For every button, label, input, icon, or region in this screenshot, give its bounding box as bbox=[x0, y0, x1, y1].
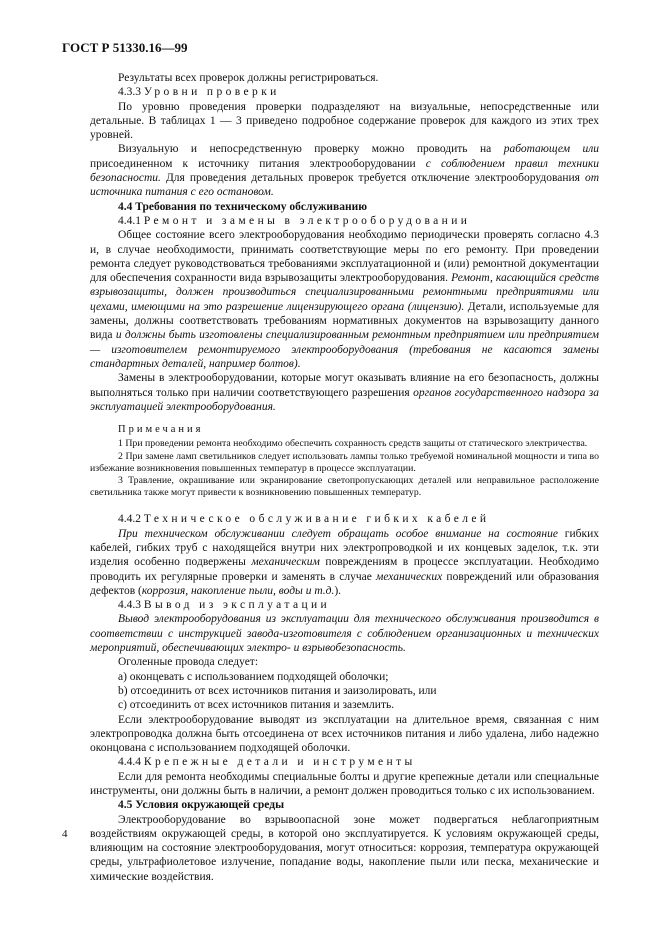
text-run: Общее состояние всего электрооборудования необходимо периодически проверять согласно 4.3 и, в случае необходимости, принимать соответствующие меры по его ремонту. При проведении ремонта следует руководствоваться требованиями эксплуатационной и (или) ремонтной документации для обеспечения сохранности вида взрывозащиты электрооборудования. bbox=[90, 229, 599, 285]
note-item: 1 При проведении ремонта необходимо обеспечить сохранность средств защиты от статического электричества. bbox=[118, 438, 588, 450]
paragraph bbox=[90, 142, 599, 199]
section-number: 4.3.3 bbox=[118, 86, 141, 99]
text-run: Детали, используемые для замены, должны соответствовать требованиям нормативных документов на взрывозащиту данного вида bbox=[90, 300, 599, 342]
text-run-italic: механических bbox=[376, 570, 443, 583]
paragraph bbox=[90, 371, 599, 414]
text-run-italic: органов государственного надзора за эксплуатацией электрооборудования. bbox=[90, 386, 599, 413]
text-run: ). bbox=[334, 584, 342, 597]
section-heading-4-4-1 bbox=[90, 214, 599, 228]
paragraph bbox=[90, 228, 599, 371]
note-item: 2 При замене ламп светильников следует использовать лампы только требуемой номинальной мощности и типа во избежание возникновения повышенных температур в процессе эксплуатации. bbox=[90, 450, 599, 474]
list-item: а) оконцевать с использованием подходящей оболочки; bbox=[118, 670, 389, 683]
section-heading-4-5: 4.5 Условия окружающей среды bbox=[118, 799, 285, 812]
text-run-italic: коррозия, накопление пыли, воды и т.д. bbox=[141, 584, 335, 597]
section-title: Техническое обслуживание гибких кабелей bbox=[143, 513, 490, 526]
note-item: 3 Травление, окрашивание или экранирование светопропускающих деталей или неправильное расположение светильника также могут привести к возникновению повышенных температур. bbox=[90, 474, 599, 499]
section-title: Вывод из эксплуатации bbox=[143, 599, 331, 612]
section-heading-4-4-4 bbox=[90, 755, 599, 769]
paragraph: По уровню проведения проверки подразделяют на визуальные, непосредственные или детальные. В таблицах 1 — 3 приведено подробное содержание проверок для каждого из этих трех уровней. bbox=[90, 100, 599, 142]
paragraph: Если для ремонта необходимы специальные болты и другие крепежные детали или специальные инструменты, они должны быть в наличии, а ремонт должен проводиться только с их использованием. bbox=[90, 770, 599, 797]
document-header: ГОСТ Р 51330.16—99 bbox=[62, 40, 188, 55]
text-run-italic: и должны быть изготовлены специализированным ремонтным предприятием или предприятием — изготовителем ремонтируемого электрооборудования (требования не касаются замены стандартных деталей, например болтов). bbox=[90, 329, 599, 370]
notes-block bbox=[90, 424, 599, 499]
section-title: Уровни проверки bbox=[143, 86, 280, 99]
section-number: 4.4.4 bbox=[118, 756, 141, 769]
section-heading-4-4: 4.4 Требования по техническому обслуживанию bbox=[118, 200, 368, 213]
paragraph bbox=[90, 612, 599, 655]
text-run: Визуальную и непосредственную проверку можно проводить на bbox=[118, 143, 504, 156]
section-number: 4.4.2 bbox=[118, 513, 141, 526]
text-run-italic: с соблюдением правил техники безопасности. bbox=[90, 157, 599, 185]
paragraph: Результаты всех проверок должны регистрироваться. bbox=[118, 72, 379, 84]
section-title: Ремонт и замены в электрооборудовании bbox=[143, 214, 471, 227]
text-run: Замены в электрооборудовании, которые могут оказывать влияние на его безопасность, должны выполняться только при наличии соответствующего разрешения bbox=[90, 372, 599, 399]
section-heading-4-4-3 bbox=[90, 598, 599, 612]
section-number: 4.4.3 bbox=[118, 599, 141, 612]
text-run-italic: Ремонт, касающийся средств взрывозащиты, должен производиться специализированными ремонтными предприятиями или цехами, имеющими на это разрешение лицензирующего органа (лицензию). bbox=[90, 272, 600, 313]
paragraph: Оголенные провода следует: bbox=[118, 656, 259, 669]
notes-title: Примечания bbox=[118, 424, 204, 436]
paragraph: Если электрооборудование выводят из эксплуатации на длительное время, связанная с ним электропроводка должна быть отсоединена от всех источников питания и либо удалена, либо надежно оконцована с использованием подходящей оболочки. bbox=[90, 713, 599, 755]
section-title: Крепежные детали и инструменты bbox=[143, 756, 416, 769]
page-number: 4 bbox=[62, 828, 68, 840]
section-heading-4-4-2 bbox=[90, 512, 599, 526]
text-run: повреждениям в процессе эксплуатации. Необходимо проводить их регулярные проверки и заменять в случае bbox=[90, 556, 599, 583]
list-item: с) отсоединить от всех источников питания и заземлить. bbox=[118, 699, 395, 712]
text-run-italic: работающем или bbox=[503, 143, 600, 156]
text-run: повреждений или образования дефектов ( bbox=[90, 570, 599, 597]
paragraph: Электрооборудование во взрывоопасной зоне может подвергаться неблагоприятным воздействиям окружающей среды, в которой оно эксплуатируется. К условиям окружающей среды, влияющим на состояние электрооборудования, могут относиться: коррозия, температура окружающей среды, ультрафиолетовое излучение, попадание воды, накопление пыли или песка, механические и химические воздействия. bbox=[90, 813, 599, 883]
list-item: b) отсоединить от всех источников питания и заизолировать, или bbox=[118, 684, 437, 697]
document-body bbox=[90, 71, 599, 884]
text-run: Для проведения детальных проверок требуется отключение электрооборудования bbox=[160, 172, 585, 185]
text-run: присоединенном к источнику питания электрооборудовании bbox=[90, 157, 426, 170]
text-run: гибких кабелей, гибких труб с находящейся внутри них электропроводкой и их концевых заделок, т.к. эти изделия особенно подвержены bbox=[90, 527, 599, 569]
text-run-italic: от источника питания с его остановом. bbox=[90, 172, 599, 199]
text-run-italic: При техническом обслуживании следует обращать особое внимание на состояние bbox=[118, 527, 558, 540]
section-number: 4.4.1 bbox=[118, 214, 141, 227]
section-heading-4-3-3 bbox=[90, 85, 599, 99]
text-run-italic: Вывод электрооборудования из эксплуатации для технического обслуживания производится в соответствии с инструкцией завода-изготовителя с соблюдением организационных и технических мероприятий, обеспечивающих электро- и взрывобезопасность. bbox=[90, 613, 599, 655]
text-run-italic: механическим bbox=[251, 556, 320, 569]
paragraph bbox=[90, 527, 599, 598]
